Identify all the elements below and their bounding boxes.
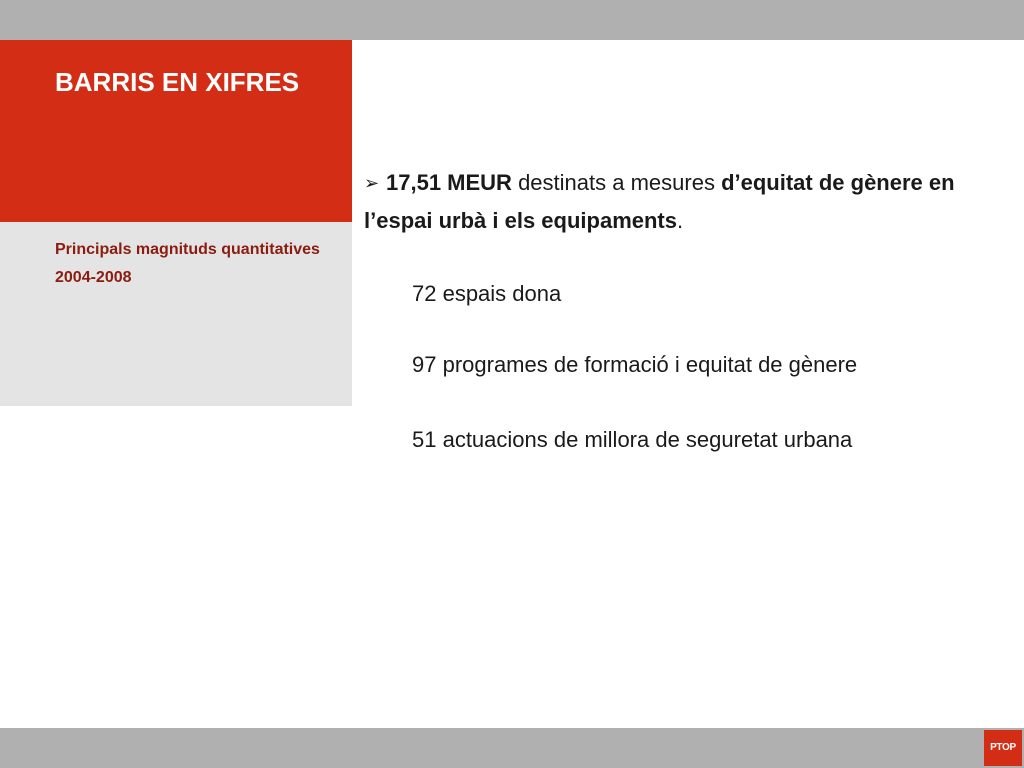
bullet-item xyxy=(364,164,964,239)
stat-line: 51 actuacions de millora de seguretat urbana xyxy=(412,427,853,452)
stat-line: 97 programes de formació i equitat de gènere xyxy=(412,352,858,377)
top-bar xyxy=(0,0,1024,40)
bullet-emphasis: d’equitat de gènere en l’espai urbà i els equipaments xyxy=(364,170,955,233)
stat-line: 72 espais dona xyxy=(412,281,562,306)
bullet-amount: 17,51 MEUR xyxy=(386,170,512,195)
arrow-right-icon: ➢ xyxy=(364,173,380,193)
slide-subtitle: Principals magnituds quantitatives 2004-2008 xyxy=(55,241,320,286)
logo-text: PTOP xyxy=(990,742,1016,753)
ptop-logo xyxy=(984,730,1022,766)
bullet-text: destinats a mesures xyxy=(511,170,722,195)
bullet-end: . xyxy=(677,208,684,233)
bottom-bar xyxy=(0,728,1024,768)
slide-title: BARRIS EN XIFRES xyxy=(55,67,300,97)
